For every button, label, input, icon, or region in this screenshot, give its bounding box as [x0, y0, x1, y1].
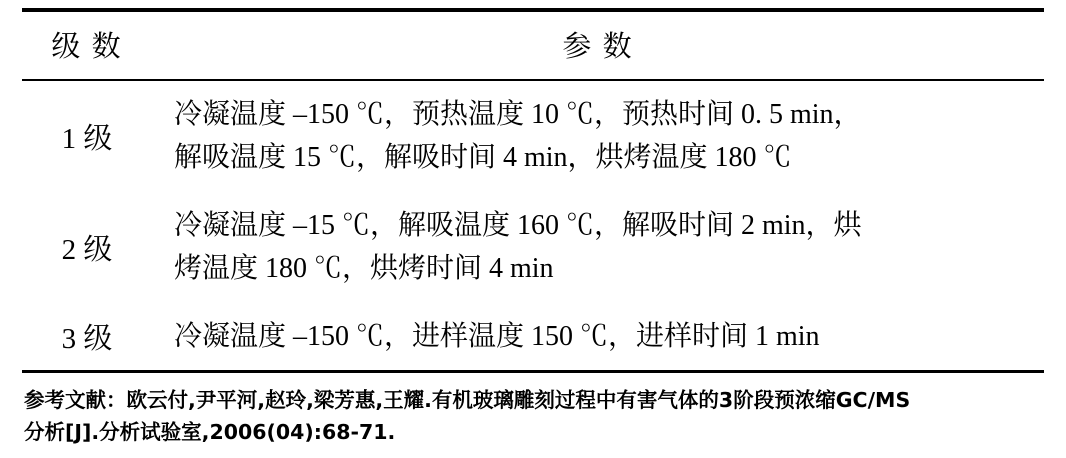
row-level-3: 3 级 [61, 322, 113, 355]
row-params-1-line-2: 解吸温度 15 ℃，解吸时间 4 min，烘烤温度 180 ℃ [174, 142, 792, 174]
row-params-2 [152, 192, 1044, 303]
table-row [22, 192, 1044, 303]
row-params-1 [152, 81, 1044, 192]
parameters-table-body [22, 81, 1044, 370]
row-level-1: 1 级 [61, 122, 113, 155]
table-row [22, 81, 1044, 192]
document-page [0, 8, 1066, 458]
row-params-3 [152, 303, 1044, 370]
table-header-row [22, 12, 1044, 79]
table-row [22, 303, 1044, 370]
table-header [22, 12, 1044, 79]
row-params-2-line-2: 烤温度 180 ℃，烘烤时间 4 min [174, 253, 554, 285]
parameters-table [22, 12, 1044, 79]
column-header-parameters: 参 数 [562, 31, 634, 63]
reference-line-2: 分析[J].分析试验室,2006(04):68-71. [24, 419, 396, 444]
reference-block [22, 373, 1044, 449]
reference-line-1: 参考文献：欧云付,尹平河,赵玲,梁芳惠,王耀.有机玻璃雕刻过程中有害气体的3阶段预浓缩GC/MS [24, 387, 911, 412]
row-params-1-line-1: 冷凝温度 –150 ℃，预热温度 10 ℃，预热时间 0. 5 min， [174, 99, 862, 130]
row-params-3-line-1: 冷凝温度 –150 ℃，进样温度 150 ℃，进样时间 1 min [174, 320, 820, 352]
column-header-level: 级 数 [51, 31, 123, 63]
row-params-2-line-1: 冷凝温度 –15 ℃，解吸温度 160 ℃，解吸时间 2 min，烘 [174, 209, 862, 241]
row-level-2: 2 级 [61, 233, 113, 266]
